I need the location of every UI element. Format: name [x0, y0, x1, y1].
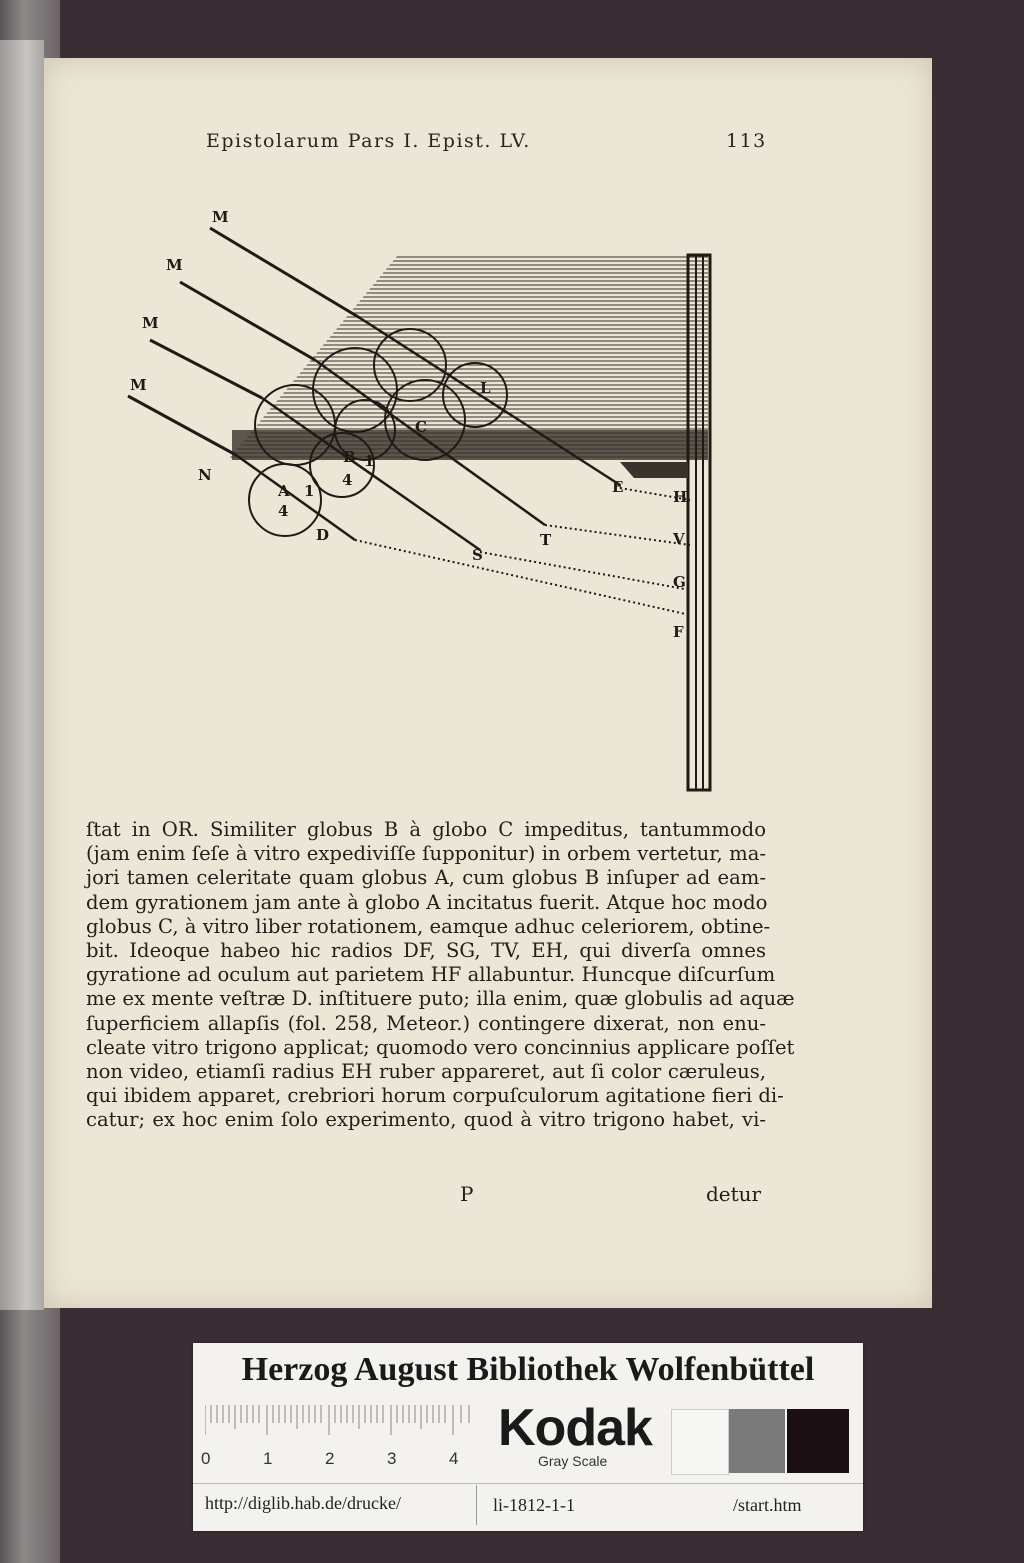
label-b: B [343, 448, 356, 466]
library-name: Herzog August Bibliothek Wolfenbüttel [241, 1351, 815, 1388]
label-v: V [673, 530, 685, 548]
url-end: /start.htm [733, 1495, 802, 1515]
ray-m2 [180, 282, 315, 360]
ray-m1 [210, 228, 360, 318]
signature-mark: P [460, 1182, 474, 1206]
url-base: http://diglib.hab.de/drucke/ [205, 1493, 401, 1513]
catchword: detur [706, 1182, 762, 1206]
label-s: S [472, 546, 483, 564]
label-h: H [673, 488, 688, 506]
label-m3: M [142, 314, 159, 332]
label-m4: M [130, 376, 147, 394]
text-line: bit. Ideoque habeo hic radios DF, SG, TV, EH, qui diverſa omnes [86, 939, 766, 963]
text-line: catur; ex hoc enim ſolo experimento, quod à vitro trigono habet, vi- [86, 1108, 766, 1132]
label-a4: 4 [278, 502, 289, 520]
running-head-title: Epistolarum Pars I. Epist. LV. [206, 130, 531, 152]
card-divider [193, 1483, 863, 1484]
kodak-logo: Kodak [498, 1399, 652, 1457]
text-line: dem gyrationem jam ante à globo A incitatus fuerit. Atque hoc modo [86, 890, 768, 914]
label-m2: M [166, 256, 183, 274]
globule-a [249, 464, 321, 536]
ruler-number: 2 [325, 1449, 335, 1468]
shelfmark: li-1812-1-1 [493, 1495, 575, 1515]
gray-swatch-mid [729, 1409, 785, 1473]
ray-tv [545, 525, 690, 545]
label-a: A [278, 482, 290, 500]
ruler-number: 0 [201, 1449, 211, 1468]
scale-ruler [205, 1405, 475, 1445]
ray-m4 [128, 396, 236, 455]
ruler-number: 3 [387, 1449, 397, 1468]
glass-prism [228, 255, 708, 460]
gray-swatch-black [787, 1409, 849, 1473]
label-d: D [316, 526, 330, 544]
card-separator [476, 1485, 477, 1525]
label-c: C [415, 418, 427, 436]
ray-sg [480, 552, 690, 590]
body-text [86, 818, 795, 1133]
woodcut-diagram [125, 200, 725, 800]
gray-swatch-white [671, 1409, 729, 1475]
label-b4: 4 [342, 471, 353, 489]
text-line: (jam enim ſeſe à vitro expediviſſe ſupponitur) in orbem vertetur, ma- [86, 842, 766, 866]
label-l: L [480, 379, 491, 397]
page-number: 113 [726, 130, 767, 152]
text-line: ſtat in OR. Similiter globus B à globo C impeditus, tantummodo [86, 818, 766, 841]
ray-m3 [150, 340, 262, 398]
text-line: cleate vitro trigono applicat; quomodo vero concinnius applicare poſſet [86, 1035, 795, 1059]
label-a1: 1 [304, 482, 315, 500]
ruler-number: 1 [263, 1449, 273, 1468]
label-g: G [673, 573, 686, 591]
label-e: E [612, 478, 624, 496]
facing-page-edge [0, 40, 44, 1310]
text-line: ſuperficiem allapſis (fol. 258, Meteor.) contingere dixerat, non enu- [86, 1011, 766, 1035]
label-b1: 1 [364, 452, 375, 470]
text-line: me ex mente veſtræ D. inſtituere puto; illa enim, quæ globulis ad aquæ [86, 987, 795, 1011]
label-n: N [198, 466, 212, 484]
label-m1: M [212, 208, 229, 226]
text-line: non video, etiamſi radius EH ruber appareret, aut ſi color cæruleus, [86, 1060, 766, 1084]
text-line: gyratione ad oculum aut parietem HF allabuntur. Huncque diſcurſum [86, 963, 776, 987]
ledge [620, 462, 688, 478]
gray-scale-label: Gray Scale [538, 1453, 608, 1469]
text-line: jori tamen celeritate quam globus A, cum globus B inſuper ad eam- [86, 866, 766, 890]
library-color-card [193, 1343, 863, 1531]
text-line: globus C, à vitro liber rotationem, eamque adhuc celeriorem, obtine- [86, 914, 771, 938]
label-f: F [673, 623, 684, 641]
prism-base-band [232, 430, 708, 460]
ruler-number: 4 [449, 1449, 459, 1468]
label-t: T [540, 531, 552, 549]
ray-df [355, 540, 690, 615]
running-head [0, 130, 1024, 160]
text-line: qui ibidem apparet, crebriori horum corpuſculorum agitatione fieri di- [86, 1084, 784, 1108]
